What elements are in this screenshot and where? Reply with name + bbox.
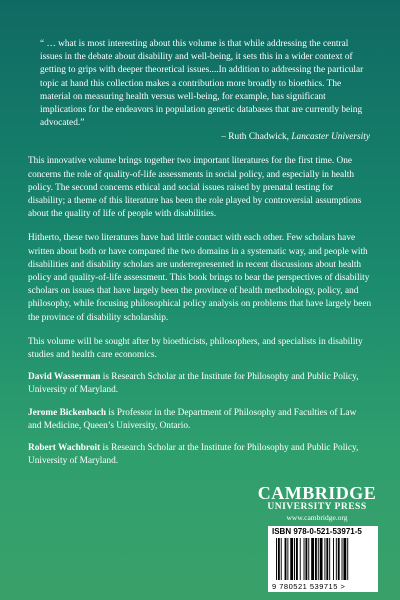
barcode-bar	[281, 538, 282, 580]
barcode-bar	[294, 538, 295, 580]
barcode-bar	[305, 538, 307, 580]
barcode-bar	[324, 538, 325, 580]
barcode-bar	[338, 538, 340, 580]
barcode-bar	[347, 538, 348, 580]
barcode-bar	[276, 538, 277, 580]
barcode-bar	[300, 538, 301, 580]
barcode-bar	[333, 538, 334, 580]
barcode-bar	[329, 538, 330, 580]
barcode-digits: 9 780521 539715 >	[272, 582, 346, 591]
description-paragraph-2: Hitherto, these two literatures have had little contact with each other. Few scholars have written about both or have compared the two domains in a systematic way, and people with disabilities and disability scholars are underrepresented in recent discussions about health policy and quality-of-life assessment. This book brings to bear the perspectives of disability scholars on issues that have largely been the province of health methodology, policy, and philosophy, while focusing philosophical policy analysis on problems that have largely been the province of disability scholarship.	[28, 233, 372, 323]
author-name: Jerome Bickenbach	[28, 407, 107, 418]
barcode-bar	[308, 538, 309, 580]
publisher-logo	[252, 484, 382, 523]
barcode-bar	[287, 538, 288, 580]
barcode-bar	[343, 538, 346, 580]
publisher-subtitle: UNIVERSITY PRESS	[267, 502, 367, 512]
description-paragraph-1: This innovative volume brings together two important literatures for the first time. One concerns the role of quality-of-life assessments in social policy, and especially in health policy. The second concerns ethical and social issues raised by prenatal testing for disability; a theme of this literature has been the role played by controversial assumptions about the quality of life of people with disabilities.	[28, 156, 362, 220]
barcode-bar	[336, 538, 337, 580]
isbn-barcode	[268, 526, 378, 592]
attribution-name: – Ruth Chadwick,	[221, 132, 292, 143]
barcode-bar	[296, 538, 298, 580]
back-cover-text	[28, 28, 372, 468]
barcode-bar	[318, 538, 319, 580]
barcode-bar	[320, 538, 323, 580]
barcode-bars	[276, 538, 372, 580]
attribution-institution: Lancaster University	[291, 132, 370, 143]
author-bio-bickenbach	[28, 407, 372, 433]
barcode-bar	[290, 538, 293, 580]
author-bio-wasserman	[28, 371, 372, 397]
endorsement-quote	[40, 38, 370, 144]
barcode-bar	[311, 538, 314, 580]
author-bio-wachbroit	[28, 442, 372, 468]
barcode-bar	[342, 538, 343, 580]
isbn-label: ISBN 978-0-521-53971-5	[272, 527, 362, 536]
description-paragraph-3: This volume will be sought after by bioethicists, philosophers, and specialists in disability studies and health care economics.	[28, 336, 363, 361]
barcode-bar	[315, 538, 317, 580]
publisher-url: www.cambridge.org	[286, 513, 348, 522]
barcode-bar	[304, 538, 305, 580]
publisher-name: CAMBRIDGE	[257, 483, 377, 503]
barcode-bar	[278, 538, 280, 580]
barcode-bar	[285, 538, 287, 580]
author-bio-text: is Professor in the Department of Philosophy and Faculties of Law and Medicine, Queen’s University, Ontario.	[28, 407, 357, 431]
quote-text: “ … what is most interesting about this volume is that while addressing the central issues in the debate about disability and well-being, it sets this in a wider context of getting to grips with deeper theoretical issues....In addition to addressing the particular topic at hand this collection makes a contribution more broadly to bioethics. The material on measuring health versus well-being, for example, has significant implications for the endeavors in population genetic databases that are currently being advocated.”	[40, 39, 364, 129]
author-bio-text: is Research Scholar at the Institute for Philosophy and Public Policy, University of Maryland.	[28, 443, 359, 467]
quote-attribution	[40, 131, 370, 144]
barcode-bar	[326, 538, 328, 580]
author-bio-text: is Research Scholar at the Institute for Philosophy and Public Policy, University of Maryland.	[28, 372, 359, 396]
author-name: Robert Wachbroit	[28, 443, 101, 454]
author-name: David Wasserman	[28, 372, 101, 383]
